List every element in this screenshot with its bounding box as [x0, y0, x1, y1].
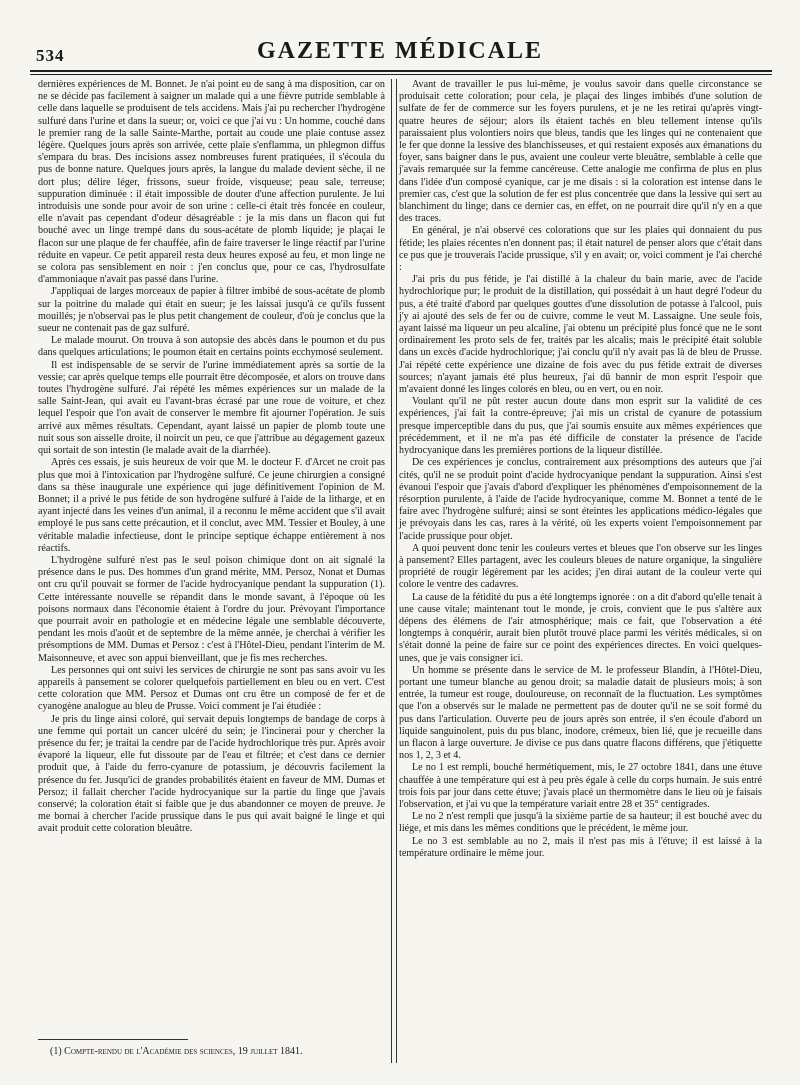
- right-column: [399, 79, 762, 1079]
- paragraph: Un homme se présente dans le service de M. le professeur Blandin, à l'Hôtel-Dieu, portant une tumeur blanche au genou droit; sa maladie datait de plusieurs mois; à son entrée, la tumeur est rouge, douloureuse, on reconnaît de la fluctuation. Les symptômes que l'on a observés sur le malade ne permettent pas de douter qu'il ne se soit formé du pus dans l'articulation. Ouverte peu de jours après son entrée, il s'en écoule d'abord un liquide sanguinolent, puis du pus blanc, inodore, crémeux, bien lié, que je recueille dans un flacon à large ouverture. Je divise ce pus dans quatre flacons différens, que j'étiquette nos 1, 2, 3 et 4.: [399, 664, 762, 762]
- paragraph: Le no 1 est rempli, bouché hermétiquement, mis, le 27 octobre 1841, dans une étuve chauffée à une température qui est à peu près égale à celle du corps humain. Je suis entré trois fois par jour dans cette étuve; j'avais placé un thermomètre dans le lieu où je faisais l'observation, et j'ai vu que la température variait entre 28 et 35° centigrades.: [399, 762, 762, 810]
- paragraph: J'ai pris du pus fétide, je l'ai distillé à la chaleur du bain marie, avec de l'acide hydrochlorique pur; le produit de la distillation, qui possédait à un haut degré l'odeur du pus, a été traité d'abord par quelques gouttes d'une dissolution de potasse à l'alcool, puis j'y ai ajouté des sels de fer ou de cuivre, comme le veut M. Lassaigne. Une seule fois, ayant laissé ma liqueur un peu alcaline, j'ai obtenu un précipité plus foncé que ne le sont ordinairement les proto sels de fer, traités par les alcalis; mais le précipité était soluble dans un excès d'acide hydrochlorique; j'ai conclu qu'il n'y avait pas là de bleu de Prusse. J'ai répété cette expérience une dizaine de fois avec du pus fétide extrait de diverses sources; n'ayant jamais été plus heureux, j'ai dû bannir de mon esprit l'espoir que m'avaient donné les linges colorés en bleu, ou en vert, ou en noir.: [399, 274, 762, 396]
- column-divider: [391, 79, 397, 1063]
- paragraph: Le malade mourut. On trouva à son autopsie des abcès dans le poumon et du pus dans quelques articulations; le poumon était en certains points ecchymosé seulement.: [38, 335, 385, 359]
- paragraph: Voulant qu'il ne pût rester aucun doute dans mon esprit sur la validité de ces expériences, j'ai fait la contre-épreuve; j'ai mis un cristal de cyanure de potassium presque imperceptible dans du pus, que j'ai soumis ensuite aux mêmes expériences que précédemment, et il ne m'a pas été difficile de constater la présence de l'acide hydrocyanique dans les premières portions de la liqueur distillée.: [399, 396, 762, 457]
- paragraph: Après ces essais, je suis heureux de voir que M. le docteur F. d'Arcet ne croit pas plus que moi à l'intoxication par l'hydrogène sulfuré. Ce jeune chirurgien a consigné dans sa thèse inaugurale une expérience qui juge définitivement l'opinion de M. Bonnet; il a privé le pus fétide de son hydrogène sulfuré à l'aide de la litharge, et en ayant injecté dans les veines d'un animal, il a reconnu le même accident que s'il avait employé le pus sans cette précaution, et il conclut, avec MM. Tessier et Bouley, à une véritable maladie infectieuse, dont le principe septique échappe entièrement à nos réactifs.: [38, 457, 385, 554]
- paragraph: Je pris du linge ainsi coloré, qui servait depuis longtemps de bandage de corps à une femme qui portait un cancer ulcéré du sein; je l'incinerai pour y chercher la présence du fer; je traitai la cendre par de l'acide hydrochlorique très pur. Après avoir évaporé la liqueur, elle fut dissoute par de l'eau et filtrée; et c'est dans ce dernier produit que, à l'aide du ferro-cyanure de potassium, je découvris facilement la présence du fer. Jusqu'ici de grandes probabilités étaient en faveur de MM. Dumas et Persoz; il fallait chercher l'acide hydrocyanique sur la partie du linge que j'avais conservé; la coloration était si faible que je dus abandonner ce moyen de preuve. Je me bornai à chercher l'acide prussique dans le pus qui avait baigné le linge et qui avait produit cette coloration bleuâtre.: [38, 713, 385, 835]
- paragraph: A quoi peuvent donc tenir les couleurs vertes et bleues que l'on observe sur les linges à pansement? Elles partagent, avec les couleurs bleues de nature organique, la singulière propriété de rougir légèrement par les acides; j'en dirai autant de la couleur verte qui colore le ventre des cadavres.: [399, 542, 762, 591]
- paragraph: Le no 2 n'est rempli que jusqu'à la sixième partie de sa hauteur; il est bouché avec du liége, et mis dans les mêmes conditions que le précédent, le même jour.: [399, 811, 762, 835]
- paragraph: Le no 3 est semblable au no 2, mais il n'est pas mis à l'étuve; il est laissé à la température ordinaire le même jour.: [399, 835, 762, 859]
- paragraph: Les personnes qui ont suivi les services de chirurgie ne sont pas sans avoir vu les appareils à pansement se colorer quelquefois partiellement en bleu ou en vert. C'est cette coloration que MM. Persoz et Dumas ont cru être un composé de fer et de cyanogène analogue au bleu de Prusse. Voici comment je l'ai étudiée :: [38, 664, 385, 713]
- paragraph: De ces expériences je conclus, contrairement aux présomptions des auteurs que j'ai cités, qu'il ne se produit point d'acide hydrocyanique pendant la suppuration. Ainsi s'est évanoui l'espoir que j'avais d'abord d'expliquer les phénomènes d'empoisonnement de la résorption purulente, à l'aide de l'acide hydrocyanique, comme M. Bonnet a tenté de le faire avec l'hydrogène sulfuré; ainsi se sont éteintes les applications médico-légales que je prévoyais dans les cas, rares à la vérité, où les experts voient l'empoisonnement par l'acide prussique pour objet.: [399, 457, 762, 542]
- footnote-rule: [38, 1039, 188, 1040]
- paragraph: Il est indispensable de se servir de l'urine immédiatement après sa sortie de la vessie; car après quelque temps elle pourrait être décomposée, et alors on trouve dans toutes l'hydrogène sulfuré. J'ai répété les mêmes expériences sur un malade de la salle Saint-Jean, qui avait eu l'avant-bras écrasé par une roue de voiture, et chez lequel l'espoir que l'on avait de conserver le membre fit ajourner l'opération. Je suis arrivé aux mêmes résultats. Cependant, ayant laissé un papier de plomb toute une nuit sous son aisselle droite, il noircit un peu, ce que j'attribue au dégagement gazeux qui sortait de son intestin (le malade avait de la diarrhée).: [38, 359, 385, 457]
- page-header: [30, 24, 770, 64]
- paragraph: dernières expériences de M. Bonnet. Je n'ai point eu de sang à ma disposition, car on ne se décide pas facilement à saigner un malade qui a une fièvre putride semblable à celle dans laquelle se produisent de tels accidens. Mais j'ai pu rechercher l'hydrogène sulfuré dans l'urine et dans la sueur; or, voici ce que j'ai vu : Un homme, couché dans le premier rang de la salle Sainte-Marthe, portait au coude une plaie contuse assez légère. Quelques jours après son arrivée, cette plaie s'enflamma, un phlegmon diffus s'empara du bras. Des incisions assez nombreuses furent pratiquées, il s'écoula du pus de bonne nature. Quelques jours après, la langue du malade devient sèche, il ne dort plus; délire léger, frissons, sueur froide, visqueuse; peau sale, terreuse; suppuration diminuée : il était impossible de douter d'une affection purulente. Je lui introduisis une sonde pour avoir de son urine : celle-ci était très foncée en couleur, elle n'avait pas cependant d'odeur désagréable : je la mis dans un flacon qui fut bouché avec un linge trempé dans du sous-acétate de plomb liquide; je plaçai le flacon sur une plaque de fer chauffée, afin de faire traverser le linge réactif par l'urine réduite en vapeur. Ce petit appareil resta deux heures exposé au feu, et mon linge ne se colora pas sensiblement en noir : j'en conclus que, pour ce cas, l'hydrosulfate d'ammoniaque n'avait pas passé dans l'urine.: [38, 79, 385, 286]
- paragraph: J'appliquai de larges morceaux de papier à filtrer imbibé de sous-acétate de plomb sur la poitrine du malade qui était en sueur; je les laissai jusqu'à ce qu'ils fussent mouillés; je n'observai pas le plus petit changement de couleur, d'où je conclus que la sueur ne contenait pas de gaz sulfuré.: [38, 286, 385, 335]
- journal-title: GAZETTE MÉDICALE: [256, 38, 544, 64]
- paragraph: L'hydrogène sulfuré n'est pas le seul poison chimique dont on ait signalé la présence dans le pus. Des hommes d'un grand mérite, MM. Persoz, Nonat et Dumas ont cru qu'il pouvait se former de l'acide hydrocyanique pendant la suppuration (1). Cette intéressante nouvelle se répandit dans le monde savant, à l'époque où les poisons normaux dans l'économie étaient à l'ordre du jour. Prévoyant l'importance que pourrait avoir en pathologie et en médecine légale une semblable découverte, pendant les mois d'août et de septembre de la même année, je cherchai à vérifier les présomptions de MM. Dumas et Persoz : c'est à l'Hôtel-Dieu, pendant l'interim de M. Maisonneuve, et avec son appui bienveillant, que je fis mes recherches.: [38, 554, 385, 664]
- header-rule: [30, 70, 772, 75]
- paragraph: La cause de la fétidité du pus a été longtemps ignorée : on a dit d'abord qu'elle tenait à une cause vitale; maintenant tout le monde, je crois, convient que le pus s'altère aux dépens des élémens de l'air atmosphérique; mais ce fait, que l'observation a été longtemps à conquérir, aurait bien plutôt trouvé place parmi les vérités médicales, si on s'était donné la peine de faire sur ce point des expériences directes. En voici quelques-unes, que je vais consigner ici.: [399, 591, 762, 664]
- paragraph: Avant de travailler le pus lui-même, je voulus savoir dans quelle circonstance se produisait cette coloration; pour cela, je plaçai des linges imbibés d'une solution de sulfate de fer de commerce sur les foyers purulens, et je ne les retirai qu'après vingt-quatre heures de séjour; alors ils étaient tachés en bleu tellement intense qu'ils paraissaient plus volontiers noirs que bleus, tandis que les linges qui ne contenaient que le fer que donne la lessive des blanchisseuses, et qui restaient exposés aux émanations du foyer, sans baigner dans le pus, avaient une couleur verte bleuâtre, semblable à celle que j'avais remarquée sur la femme cancéreuse. Cette analogie me confirma de plus en plus dans l'idée d'un composé cyanique, car je me disais : si la coloration est intense dans le premier cas, c'est que la solution de fer est plus concentrée que dans la lessive qui sert au blanchiment du linge; dans ce dernier cas, en effet, on ne pourrait dire qu'il n'y en a que des traces.: [399, 79, 762, 225]
- page-number: 534: [36, 46, 65, 65]
- footnote: (1) Compte-rendu de l'Académie des sciences, 19 juillet 1841.: [50, 1046, 303, 1057]
- left-column: [38, 79, 385, 1029]
- paragraph: En général, je n'ai observé ces colorations que sur les plaies qui donnaient du pus fétide; les plaies récentes n'en donnent pas; il était naturel de penser alors que c'était dans ce pus que je trouverais l'acide prussique, s'il y en avait; or, voici comment je l'ai cherché :: [399, 225, 762, 274]
